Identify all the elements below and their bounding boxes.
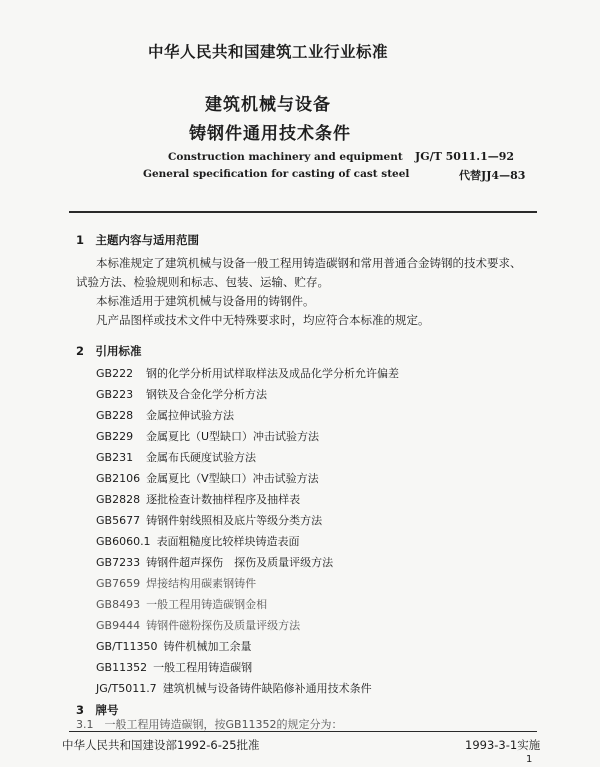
- section1-paragraph: 本标准适用于建筑机械与设备用的铸钢件。: [96, 294, 315, 308]
- reference-title: 焊接结构用碳素钢铸件: [146, 577, 257, 590]
- reference-code: GB5677: [96, 514, 141, 527]
- reference-row: [96, 533, 300, 549]
- reference-code: GB229: [96, 430, 134, 443]
- section1-paragraph: 试验方法、检验规则和标志、包装、运输、贮存。: [76, 275, 329, 289]
- standard-type-title: 中华人民共和国建筑工业行业标准: [148, 43, 389, 61]
- english-title-line2: General specification for casting of cast steel: [143, 168, 410, 180]
- reference-code: GB11352: [96, 661, 148, 674]
- reference-title: 建筑机械与设备铸件缺陷修补通用技术条件: [162, 682, 372, 695]
- reference-row: [96, 680, 372, 696]
- reference-title: 一般工程用铸造碳钢: [153, 661, 253, 674]
- document-title-line2: 铸钢件通用技术条件: [189, 124, 351, 144]
- reference-code: GB7659: [96, 577, 141, 590]
- reference-code: GB231: [96, 451, 134, 464]
- reference-title: 铸件机械加工余量: [163, 640, 252, 653]
- reference-code: GB228: [96, 409, 134, 422]
- english-title-line1: Construction machinery and equipment: [168, 151, 403, 163]
- reference-row: [96, 659, 252, 675]
- reference-title: 铸钢件超声探伤 探伤及质量评级方法: [146, 556, 334, 569]
- section1-paragraph: 本标准规定了建筑机械与设备一般工程用铸造碳钢和常用普通合金铸钢的技术要求、: [96, 256, 522, 270]
- reference-row: [96, 596, 267, 612]
- reference-title: 逐批检查计数抽样程序及抽样表: [146, 493, 301, 506]
- section2-heading: 2 引用标准: [76, 344, 142, 358]
- reference-title: 铸钢件磁粉探伤及质量评级方法: [146, 619, 301, 632]
- section1-heading: 1 主题内容与适用范围: [76, 233, 200, 247]
- implementation-date: 1993-3-1实施: [465, 738, 541, 752]
- reference-code: GB7233: [96, 556, 141, 569]
- section1-paragraph: 凡产品图样或技术文件中无特殊要求时，均应符合本标准的规定。: [96, 313, 430, 327]
- standard-code: JG/T 5011.1—92: [415, 150, 515, 163]
- reference-row: [96, 449, 256, 465]
- reference-row: [96, 407, 234, 423]
- reference-row: [96, 617, 300, 633]
- section3-heading: 3 牌号: [76, 703, 119, 717]
- document-title-line1: 建筑机械与设备: [205, 95, 331, 115]
- reference-title: 一般工程用铸造碳钢金相: [146, 598, 268, 611]
- reference-code: GB8493: [96, 598, 141, 611]
- reference-row: [96, 554, 333, 570]
- reference-row: [96, 470, 319, 486]
- approval-statement: 中华人民共和国建设部1992-6-25批准: [62, 738, 260, 752]
- reference-title: 金属夏比（V型缺口）冲击试验方法: [146, 472, 319, 485]
- reference-title: 表面粗糙度比较样块铸造表面: [156, 535, 300, 548]
- reference-title: 金属夏比（U型缺口）冲击试验方法: [146, 430, 320, 443]
- reference-title: 金属布氏硬度试验方法: [146, 451, 256, 464]
- reference-row: [96, 386, 267, 402]
- reference-row: [96, 638, 252, 654]
- page-number: 1: [526, 754, 533, 765]
- reference-title: 钢铁及合金化学分析方法: [146, 388, 267, 401]
- reference-code: GB223: [96, 388, 134, 401]
- reference-title: 金属拉伸试验方法: [146, 409, 234, 422]
- reference-code: GB2106: [96, 472, 141, 485]
- reference-code: GB222: [96, 367, 134, 380]
- reference-row: [96, 512, 322, 528]
- section3-item: 3.1 一般工程用铸造碳钢，按GB11352的规定分为：: [76, 718, 343, 731]
- reference-row: [96, 491, 300, 507]
- reference-row: [96, 575, 256, 591]
- reference-code: GB6060.1: [96, 535, 151, 548]
- header-divider: [69, 211, 537, 213]
- reference-code: JG/T5011.7: [96, 682, 157, 695]
- reference-row: [96, 365, 399, 381]
- reference-title: 铸钢件射线照相及底片等级分类方法: [146, 514, 323, 527]
- reference-title: 钢的化学分析用试样取样法及成品化学分析允许偏差: [146, 367, 399, 380]
- replaces-code: 代替JJ4—83: [459, 169, 526, 182]
- reference-code: GB/T11350: [96, 640, 158, 653]
- reference-code: GB9444: [96, 619, 141, 632]
- footer-divider: [69, 731, 537, 732]
- reference-code: GB2828: [96, 493, 141, 506]
- reference-row: [96, 428, 319, 444]
